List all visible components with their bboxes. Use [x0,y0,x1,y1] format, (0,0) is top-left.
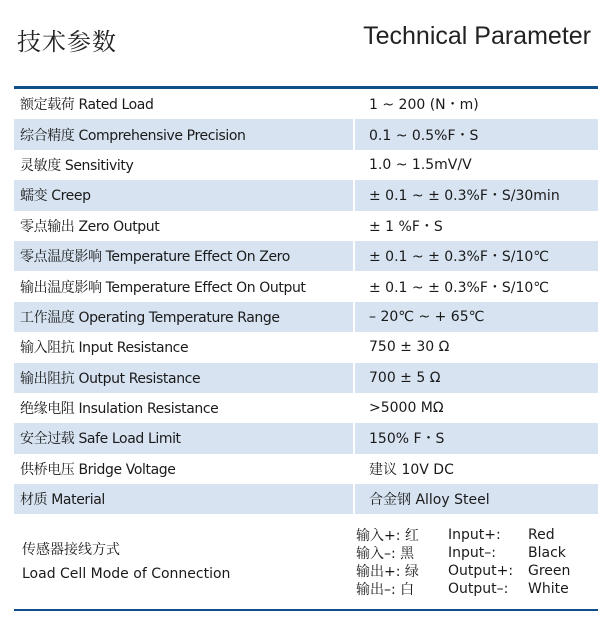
parameter-label: 额定载荷 Rated Load [20,97,154,114]
connection-label [14,538,341,586]
parameter-value: 合金钢 Alloy Steel [369,492,490,509]
parameter-label: 绝缘电阻 Insulation Resistance [20,401,219,418]
wire-en: Output–: [448,581,509,598]
wire-color: Black [528,545,566,562]
table-row [14,332,598,362]
wire-item [356,562,598,580]
wire-cn: 输入+: 红 [356,528,419,545]
wire-item [356,580,598,598]
parameter-label: 工作温度 Operating Temperature Range [20,309,280,326]
parameter-rows [14,89,598,514]
wire-cn: 输出+: 绿 [356,564,419,581]
page-title-cn: 技术参数 [17,28,117,56]
connection-row [14,514,598,610]
parameter-label: 灵敏度 Sensitivity [20,157,134,174]
page-title-en: Technical Parameter [363,22,591,50]
wire-item [356,526,598,544]
parameter-value: 150% F・S [369,431,445,448]
parameter-table [14,89,598,610]
table-row [14,454,598,484]
wire-list [343,526,598,598]
wire-color: White [528,581,569,598]
wire-en: Input+: [448,527,501,544]
wire-en: Input–: [448,545,496,562]
parameter-value: 建议 10V DC [369,461,454,478]
parameter-label: 零点输出 Zero Output [20,218,160,235]
parameter-label: 供桥电压 Bridge Voltage [20,461,176,478]
table-row [14,393,598,423]
parameter-value: 0.1 ~ 0.5%F・S [369,127,479,144]
table-row [14,423,598,453]
parameter-label: 材质 Material [20,492,105,509]
parameter-value: 1.0 ~ 1.5mV/V [369,156,472,173]
wire-color: Red [528,527,555,544]
table-row [14,211,598,241]
table-row [14,241,598,271]
parameter-label: 综合精度 Comprehensive Precision [20,127,246,144]
table-row [14,484,598,514]
bottom-rule [14,609,598,611]
parameter-value: – 20℃ ~ + 65℃ [369,308,485,325]
parameter-value: ± 0.1 ~ ± 0.3%F・S/10℃ [369,279,550,296]
parameter-label: 输出阻抗 Output Resistance [20,370,201,387]
table-row [14,271,598,301]
parameter-value: ± 1 %F・S [369,218,443,235]
parameter-value: 750 ± 30 Ω [369,339,450,356]
wire-cn: 输出–: 白 [356,582,415,599]
table-row [14,302,598,332]
parameter-value: 1 ~ 200 (N・m) [369,97,479,114]
parameter-value: ± 0.1 ~ ± 0.3%F・S/10℃ [369,249,550,266]
parameter-value: >5000 MΩ [369,400,444,417]
parameter-label: 输入阻抗 Input Resistance [20,340,189,357]
table-row [14,89,598,119]
parameter-label: 安全过载 Safe Load Limit [20,431,181,448]
connection-label-cn: 传感器接线方式 [22,542,120,559]
wire-item [356,544,598,562]
wire-cn: 输入–: 黑 [356,546,415,563]
parameter-value: 700 ± 5 Ω [369,369,441,386]
wire-color: Green [528,563,571,580]
table-row [14,180,598,210]
table-row [14,150,598,180]
wire-en: Output+: [448,563,514,580]
parameter-label: 零点温度影响 Temperature Effect On Zero [20,249,290,266]
parameter-label: 蠕变 Creep [20,188,91,205]
parameter-value: ± 0.1 ~ ± 0.3%F・S/30min [369,188,560,205]
table-row [14,363,598,393]
connection-label-en: Load Cell Mode of Connection [22,566,231,583]
parameter-label: 输出温度影响 Temperature Effect On Output [20,279,306,296]
table-row [14,119,598,149]
